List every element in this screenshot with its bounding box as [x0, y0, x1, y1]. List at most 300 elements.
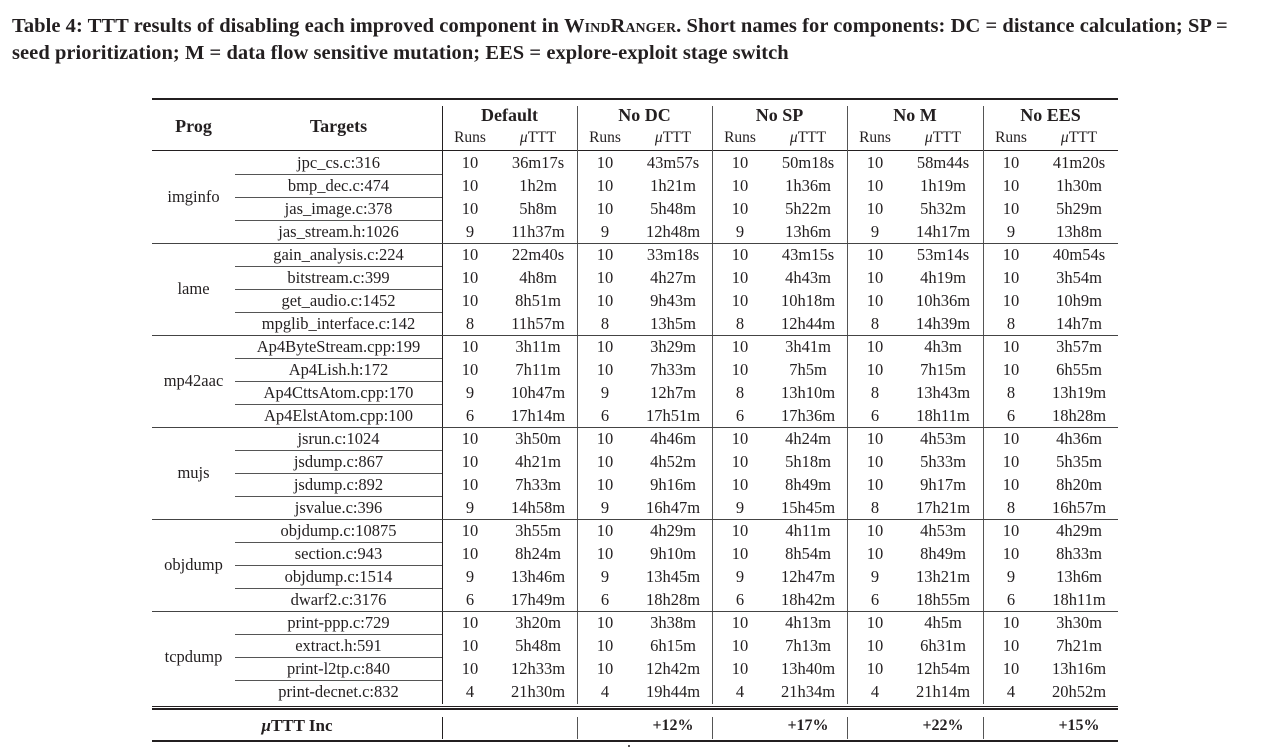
summary-value: +12% — [652, 717, 694, 734]
mu-ttt-value: 4h46m — [650, 429, 696, 448]
mu-ttt-value: 4h5m — [924, 613, 962, 632]
ttt-label: TTT — [662, 129, 692, 146]
runs-value: 6 — [600, 590, 610, 609]
runs-value: 10 — [1002, 613, 1020, 632]
mu-ttt-value: 3h57m — [1056, 337, 1102, 356]
mu-ttt-value: 8h51m — [515, 291, 561, 310]
target-name: jsdump.c:867 — [293, 452, 384, 471]
prog-name: mp42aac — [163, 371, 224, 390]
runs-value: 6 — [1006, 406, 1016, 425]
header-runs: Runs — [859, 129, 891, 146]
mu-ttt-value: 58m44s — [916, 153, 970, 172]
runs-value: 6 — [735, 590, 745, 609]
mu-ttt-value: 3h11m — [515, 337, 561, 356]
mu-ttt-value: 5h22m — [785, 199, 831, 218]
mu-ttt-value: 3h50m — [515, 429, 561, 448]
runs-value: 4 — [870, 682, 880, 701]
header-runs: Runs — [454, 129, 486, 146]
mu-ttt-value: 8h49m — [785, 475, 831, 494]
runs-value: 10 — [1002, 176, 1020, 195]
target-name: mpglib_interface.c:142 — [261, 314, 416, 333]
runs-value: 8 — [735, 383, 745, 402]
mu-ttt-value: 12h42m — [645, 659, 701, 678]
mu-ttt-value: 21h14m — [915, 682, 971, 701]
header-group-4: No EES — [1020, 105, 1081, 125]
mu-ttt-value: 18h11m — [1052, 590, 1106, 609]
mu-ttt-value: 4h21m — [515, 452, 561, 471]
prog-name: tcpdump — [164, 647, 223, 666]
runs-value: 10 — [866, 199, 884, 218]
mu-ttt-value: 18h28m — [1051, 406, 1107, 425]
runs-value: 10 — [866, 613, 884, 632]
runs-value: 10 — [1002, 452, 1020, 471]
runs-value: 6 — [600, 406, 610, 425]
target-name: Ap4Lish.h:172 — [288, 360, 389, 379]
header-runs: Runs — [589, 129, 621, 146]
mu-ttt-value: 4h19m — [920, 268, 966, 287]
runs-value: 10 — [461, 452, 479, 471]
mu-ttt-value: 13h5m — [650, 314, 696, 333]
mu-ttt-value: 13h19m — [1051, 383, 1107, 402]
runs-value: 9 — [600, 567, 610, 586]
mu-ttt-value: 8h54m — [785, 544, 831, 563]
mu-ttt-value: 3h38m — [650, 613, 696, 632]
runs-value: 10 — [596, 544, 614, 563]
runs-value: 8 — [600, 314, 610, 333]
prog-name: imginfo — [167, 187, 220, 206]
runs-value: 6 — [735, 406, 745, 425]
mu-ttt-value: 1h19m — [920, 176, 966, 195]
mu-ttt-value: 21h30m — [510, 682, 566, 701]
header-runs: Runs — [724, 129, 756, 146]
mu-symbol: μ — [1060, 129, 1069, 146]
mu-ttt-value: 12h33m — [510, 659, 566, 678]
prog-name: objdump — [164, 555, 223, 574]
mu-ttt-value: 5h18m — [785, 452, 831, 471]
runs-value: 10 — [866, 452, 884, 471]
runs-value: 10 — [461, 291, 479, 310]
runs-value: 10 — [1002, 636, 1020, 655]
bottom-rule — [152, 740, 1118, 742]
mu-ttt-value: 5h8m — [519, 199, 557, 218]
runs-value: 10 — [866, 176, 884, 195]
mu-ttt-value: 8h24m — [515, 544, 561, 563]
target-name: print-decnet.c:832 — [278, 682, 399, 701]
runs-value: 9 — [870, 567, 880, 586]
runs-value: 10 — [1002, 268, 1020, 287]
runs-value: 10 — [596, 452, 614, 471]
mu-ttt-value: 6h15m — [650, 636, 696, 655]
stray-dot — [628, 745, 630, 747]
column-divider — [577, 717, 578, 739]
mu-ttt-value: 5h29m — [1056, 199, 1102, 218]
mu-ttt-value: 7h33m — [650, 360, 696, 379]
runs-value: 8 — [870, 498, 880, 517]
mu-ttt-value: 11h37m — [511, 222, 565, 241]
runs-value: 10 — [461, 521, 479, 540]
mu-ttt-value: 16h57m — [1051, 498, 1107, 517]
runs-value: 10 — [1002, 199, 1020, 218]
runs-value: 10 — [461, 429, 479, 448]
mu-ttt-value: 1h21m — [650, 176, 696, 195]
mu-ttt-value: 17h49m — [510, 590, 566, 609]
runs-value: 10 — [866, 475, 884, 494]
mu-symbol: μ — [519, 129, 528, 146]
header-runs: Runs — [995, 129, 1027, 146]
runs-value: 10 — [1002, 475, 1020, 494]
runs-value: 10 — [866, 659, 884, 678]
target-name: bitstream.c:399 — [287, 268, 390, 287]
ttt-label: TTT — [527, 129, 557, 146]
runs-value: 8 — [735, 314, 745, 333]
mu-ttt-value: 5h48m — [515, 636, 561, 655]
mu-ttt-value: 18h55m — [915, 590, 971, 609]
mu-ttt-value: 13h6m — [1056, 567, 1102, 586]
runs-value: 10 — [731, 636, 749, 655]
target-name: objdump.c:10875 — [280, 521, 397, 540]
runs-value: 10 — [596, 521, 614, 540]
summary-value: +17% — [787, 717, 829, 734]
mu-ttt-value: 5h48m — [650, 199, 696, 218]
runs-value: 10 — [596, 199, 614, 218]
mu-ttt-value: 8h33m — [1056, 544, 1102, 563]
mu-ttt-value: 12h54m — [915, 659, 971, 678]
mu-ttt-value: 43m57s — [646, 153, 700, 172]
runs-value: 8 — [1006, 383, 1016, 402]
summary-rule-1 — [152, 706, 1118, 707]
runs-value: 10 — [461, 659, 479, 678]
target-name: objdump.c:1514 — [284, 567, 393, 586]
target-name: section.c:943 — [294, 544, 383, 563]
runs-value: 6 — [465, 590, 475, 609]
runs-value: 10 — [1002, 521, 1020, 540]
runs-value: 9 — [465, 222, 475, 241]
target-name: gain_analysis.c:224 — [273, 245, 404, 264]
mu-ttt-value: 13h10m — [780, 383, 836, 402]
mu-ttt-value: 12h7m — [650, 383, 696, 402]
top-rule — [152, 98, 1118, 100]
mu-ttt-value: 4h29m — [650, 521, 696, 540]
mu-ttt-value: 14h7m — [1056, 314, 1102, 333]
mu-ttt-value: 18h11m — [916, 406, 970, 425]
mu-ttt-value: 11h57m — [511, 314, 565, 333]
caption-prefix: Table 4: TTT results of disabling each improved component in — [12, 15, 565, 37]
header-prog: Prog — [175, 116, 212, 136]
runs-value: 10 — [731, 360, 749, 379]
target-name: jpc_cs.c:316 — [297, 153, 380, 172]
runs-value: 10 — [731, 475, 749, 494]
runs-value: 4 — [735, 682, 745, 701]
mu-ttt-value: 36m17s — [511, 153, 565, 172]
runs-value: 10 — [1002, 291, 1020, 310]
runs-value: 10 — [596, 176, 614, 195]
mu-ttt-value: 1h2m — [519, 176, 557, 195]
runs-value: 10 — [731, 199, 749, 218]
runs-value: 10 — [866, 245, 884, 264]
runs-value: 10 — [596, 360, 614, 379]
mu-ttt-value: 9h43m — [650, 291, 696, 310]
runs-value: 10 — [461, 337, 479, 356]
column-divider — [577, 106, 578, 704]
column-divider — [847, 717, 848, 739]
runs-value: 10 — [866, 337, 884, 356]
mu-ttt-value: 17h36m — [780, 406, 836, 425]
mu-ttt-value: 5h32m — [920, 199, 966, 218]
runs-value: 9 — [600, 498, 610, 517]
ttt-label: TTT — [932, 129, 962, 146]
runs-value: 10 — [1002, 153, 1020, 172]
runs-value: 10 — [731, 291, 749, 310]
runs-value: 10 — [731, 176, 749, 195]
runs-value: 10 — [461, 613, 479, 632]
runs-value: 10 — [461, 360, 479, 379]
mu-symbol: μ — [261, 716, 271, 735]
target-name: extract.h:591 — [295, 636, 382, 655]
runs-value: 10 — [866, 521, 884, 540]
ttt-label: TTT — [797, 129, 827, 146]
mu-ttt-value: 13h40m — [780, 659, 836, 678]
runs-value: 10 — [461, 475, 479, 494]
runs-value: 10 — [1002, 245, 1020, 264]
runs-value: 10 — [461, 268, 479, 287]
mu-ttt-value: 17h21m — [915, 498, 971, 517]
summary-value: +22% — [922, 717, 964, 734]
runs-value: 9 — [600, 222, 610, 241]
runs-value: 10 — [596, 268, 614, 287]
mu-ttt-value: 10h18m — [780, 291, 836, 310]
mu-ttt-value: 12h44m — [780, 314, 836, 333]
runs-value: 8 — [870, 383, 880, 402]
mu-ttt-value: 33m18s — [646, 245, 700, 264]
header-mu-ttt — [500, 128, 576, 148]
mu-ttt-value: 13h21m — [915, 567, 971, 586]
column-divider — [983, 106, 984, 704]
runs-value: 9 — [870, 222, 880, 241]
runs-value: 10 — [866, 636, 884, 655]
mu-ttt-value: 53m14s — [916, 245, 970, 264]
mu-ttt-value: 3h54m — [1056, 268, 1102, 287]
runs-value: 10 — [596, 245, 614, 264]
target-name: dwarf2.c:3176 — [290, 590, 387, 609]
runs-value: 10 — [731, 544, 749, 563]
summary-label — [152, 714, 442, 738]
mu-ttt-value: 20h52m — [1051, 682, 1107, 701]
runs-value: 9 — [465, 498, 475, 517]
runs-value: 10 — [596, 153, 614, 172]
mu-ttt-value: 7h15m — [920, 360, 966, 379]
ttt-label: TTT — [1068, 129, 1098, 146]
runs-value: 4 — [465, 682, 475, 701]
mu-ttt-value: 13h6m — [785, 222, 831, 241]
mu-ttt-value: 17h51m — [645, 406, 701, 425]
runs-value: 10 — [866, 153, 884, 172]
column-divider — [712, 106, 713, 704]
runs-value: 10 — [866, 429, 884, 448]
runs-value: 9 — [735, 567, 745, 586]
target-name: jsvalue.c:396 — [294, 498, 383, 517]
runs-value: 10 — [596, 659, 614, 678]
mu-ttt-value: 13h43m — [915, 383, 971, 402]
mu-ttt-value: 4h27m — [650, 268, 696, 287]
mu-ttt-value: 3h29m — [650, 337, 696, 356]
mu-ttt-value: 3h41m — [785, 337, 831, 356]
mu-symbol: μ — [654, 129, 663, 146]
mu-ttt-value: 15h45m — [780, 498, 836, 517]
mu-ttt-value: 9h17m — [920, 475, 966, 494]
mu-ttt-value: 19h44m — [645, 682, 701, 701]
header-mu-ttt — [1041, 128, 1117, 148]
summary-value: +15% — [1058, 717, 1100, 734]
runs-value: 10 — [596, 613, 614, 632]
mu-ttt-value: 12h48m — [645, 222, 701, 241]
runs-value: 10 — [1002, 429, 1020, 448]
runs-value: 10 — [1002, 544, 1020, 563]
runs-value: 9 — [1006, 222, 1016, 241]
runs-value: 10 — [1002, 360, 1020, 379]
header-group-1: No DC — [618, 105, 671, 125]
runs-value: 9 — [1006, 567, 1016, 586]
runs-value: 10 — [461, 199, 479, 218]
runs-value: 10 — [866, 291, 884, 310]
header-mu-ttt — [770, 128, 846, 148]
runs-value: 4 — [1006, 682, 1016, 701]
runs-value: 10 — [461, 636, 479, 655]
target-name: Ap4ByteStream.cpp:199 — [256, 337, 421, 356]
column-divider — [983, 717, 984, 739]
runs-value: 10 — [731, 245, 749, 264]
mu-ttt-value: 17h14m — [510, 406, 566, 425]
runs-value: 10 — [596, 636, 614, 655]
prog-name: mujs — [177, 463, 210, 482]
mu-ttt-value: 7h13m — [785, 636, 831, 655]
mu-ttt-value: 1h36m — [785, 176, 831, 195]
mu-ttt-value: 8h49m — [920, 544, 966, 563]
mu-ttt-value: 13h16m — [1051, 659, 1107, 678]
mu-ttt-value: 4h3m — [924, 337, 962, 356]
mu-ttt-value: 4h8m — [519, 268, 557, 287]
runs-value: 10 — [731, 337, 749, 356]
mu-symbol: μ — [789, 129, 798, 146]
header-group-2: No SP — [755, 105, 804, 125]
mu-ttt-value: 4h11m — [785, 521, 831, 540]
mu-ttt-value: 4h52m — [650, 452, 696, 471]
runs-value: 8 — [870, 314, 880, 333]
runs-value: 10 — [731, 521, 749, 540]
runs-value: 10 — [731, 268, 749, 287]
target-name: jas_image.c:378 — [284, 199, 393, 218]
mu-ttt-value: 7h21m — [1056, 636, 1102, 655]
mu-ttt-value: 40m54s — [1052, 245, 1106, 264]
mu-ttt-value: 4h43m — [785, 268, 831, 287]
runs-value: 10 — [866, 544, 884, 563]
column-divider — [442, 717, 443, 739]
runs-value: 10 — [731, 153, 749, 172]
mu-ttt-value: 5h35m — [1056, 452, 1102, 471]
mu-ttt-value: 7h11m — [515, 360, 561, 379]
mu-ttt-value: 14h39m — [915, 314, 971, 333]
mu-ttt-value: 10h47m — [510, 383, 566, 402]
mu-ttt-value: 16h47m — [645, 498, 701, 517]
target-name: print-ppp.c:729 — [287, 613, 390, 632]
header-mu-ttt — [905, 128, 981, 148]
mu-ttt-value: 7h33m — [515, 475, 561, 494]
runs-value: 6 — [870, 590, 880, 609]
mu-ttt-value: 14h58m — [510, 498, 566, 517]
runs-value: 10 — [596, 291, 614, 310]
mu-ttt-value: 21h34m — [780, 682, 836, 701]
prog-name: lame — [177, 279, 210, 298]
mu-ttt-value: 9h16m — [650, 475, 696, 494]
runs-value: 6 — [870, 406, 880, 425]
runs-value: 9 — [735, 222, 745, 241]
runs-value: 6 — [1006, 590, 1016, 609]
runs-value: 9 — [735, 498, 745, 517]
runs-value: 10 — [866, 268, 884, 287]
runs-value: 10 — [596, 429, 614, 448]
header-targets: Targets — [309, 116, 368, 136]
runs-value: 4 — [600, 682, 610, 701]
runs-value: 10 — [731, 452, 749, 471]
mu-ttt-value: 13h45m — [645, 567, 701, 586]
mu-ttt-value: 10h36m — [915, 291, 971, 310]
target-name: bmp_dec.c:474 — [287, 176, 390, 195]
runs-value: 10 — [1002, 659, 1020, 678]
mu-ttt-value: 13h46m — [510, 567, 566, 586]
table-caption — [12, 13, 1262, 67]
target-name: jas_stream.h:1026 — [278, 222, 399, 241]
mu-ttt-value: 50m18s — [781, 153, 835, 172]
mu-ttt-value: 22m40s — [511, 245, 565, 264]
header-group-0: Default — [481, 105, 538, 125]
mu-ttt-value: 3h30m — [1056, 613, 1102, 632]
target-name: get_audio.c:1452 — [281, 291, 396, 310]
mu-ttt-value: 43m15s — [781, 245, 835, 264]
mu-ttt-value: 7h5m — [789, 360, 827, 379]
caption-tool-name: WindRanger — [564, 15, 677, 37]
mu-ttt-value: 12h47m — [780, 567, 836, 586]
column-divider — [712, 717, 713, 739]
summary-label-text: TTT Inc — [270, 716, 333, 735]
mu-symbol: μ — [924, 129, 933, 146]
runs-value: 6 — [465, 406, 475, 425]
column-divider — [847, 106, 848, 704]
caption-suffix: . Short names for components: DC = distance calculation; SP = seed prioritization; M = data flow sensitive mutation; EES = explore-exploit stage switch — [12, 15, 1228, 64]
mu-ttt-value: 13h8m — [1056, 222, 1102, 241]
target-name: print-l2tp.c:840 — [286, 659, 391, 678]
mu-ttt-value: 3h55m — [515, 521, 561, 540]
runs-value: 10 — [461, 245, 479, 264]
runs-value: 9 — [465, 383, 475, 402]
runs-value: 10 — [866, 360, 884, 379]
runs-value: 9 — [465, 567, 475, 586]
mu-ttt-value: 8h20m — [1056, 475, 1102, 494]
runs-value: 10 — [596, 475, 614, 494]
mu-ttt-value: 4h13m — [785, 613, 831, 632]
runs-value: 8 — [1006, 498, 1016, 517]
runs-value: 10 — [461, 544, 479, 563]
summary-rule-2 — [152, 708, 1118, 710]
runs-value: 9 — [600, 383, 610, 402]
mu-ttt-value: 4h36m — [1056, 429, 1102, 448]
runs-value: 10 — [461, 176, 479, 195]
mu-ttt-value: 6h31m — [920, 636, 966, 655]
mu-ttt-value: 14h17m — [915, 222, 971, 241]
target-name: Ap4CttsAtom.cpp:170 — [263, 383, 414, 402]
runs-value: 10 — [731, 613, 749, 632]
runs-value: 10 — [1002, 337, 1020, 356]
header-mu-ttt — [635, 128, 711, 148]
target-name: jsrun.c:1024 — [297, 429, 380, 448]
